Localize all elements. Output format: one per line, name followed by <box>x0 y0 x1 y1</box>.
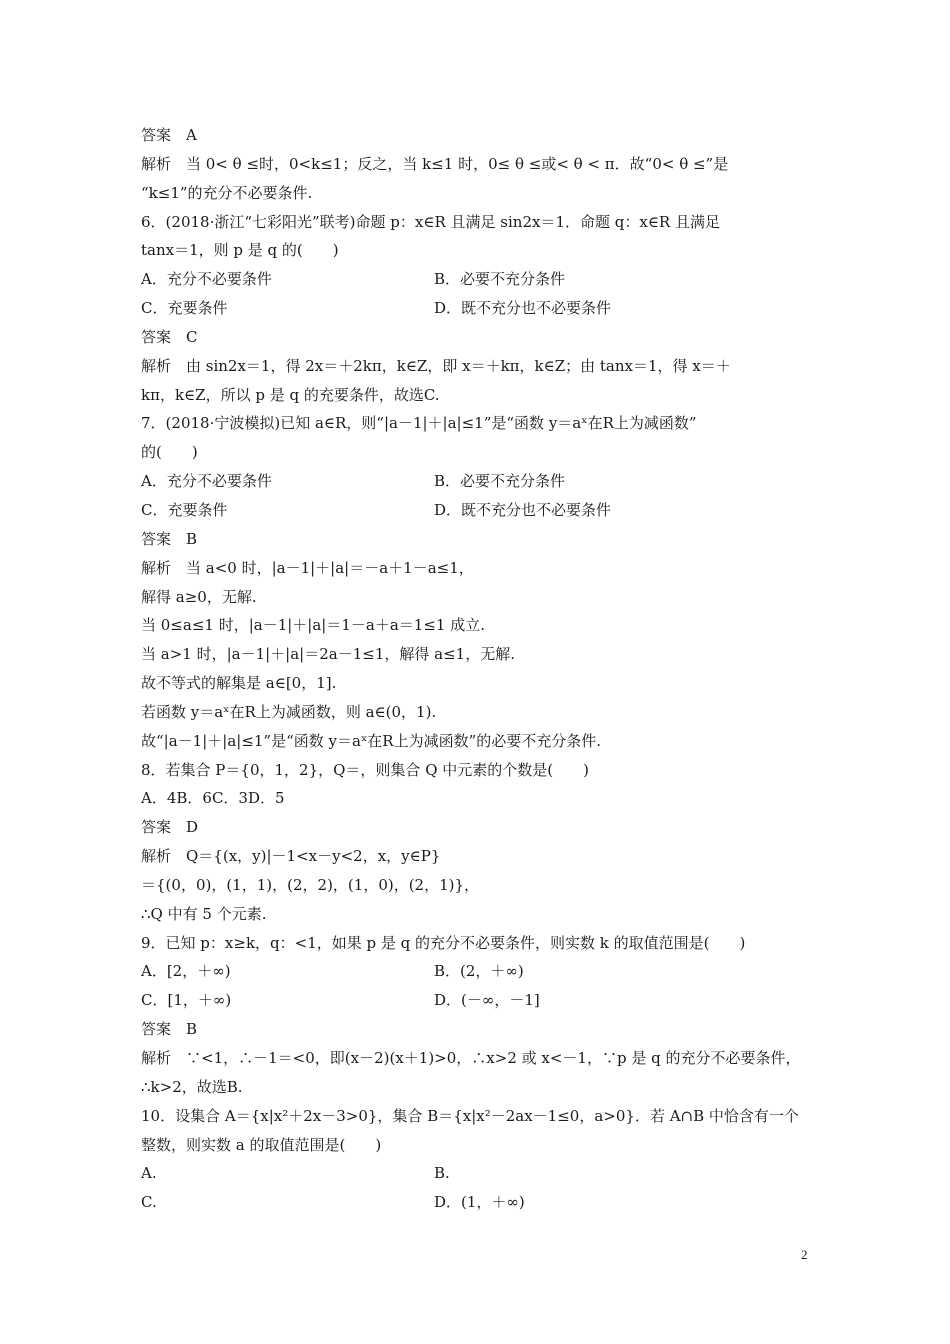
text-line: 7．(2018·宁波模拟)已知 a∈R，则“|a－1|＋|a|≤1”是“函数 y＝aˣ在R上为减函数” <box>141 414 697 433</box>
text-line: 答案 C <box>141 327 198 346</box>
text-line: 答案 B <box>141 1020 198 1039</box>
text-line: 6．(2018·浙江“七彩阳光”联考)命题 p：x∈R 且满足 sin2x＝1．命题 q：x∈R 且满足 <box>141 212 720 231</box>
option-right: D．既不充分也不必要条件 <box>434 500 612 519</box>
text-line: 解析 ∵<1，∴－1＝<0，即(x－2)(x＋1)>0，∴x>2 或 x<－1，∵p 是 q 的充分不必要条件， <box>141 1049 801 1067</box>
text-line: 解析 当 a<0 时，|a－1|＋|a|＝－a＋1－a≤1， <box>141 558 474 577</box>
option-left: A．充分不必要条件 <box>141 270 272 289</box>
option-right: B．必要不充分条件 <box>434 472 566 491</box>
options-row <box>141 1159 813 1188</box>
text-line: 解析 Q＝{(x，y)|－1<x－y<2，x，y∈P} <box>141 847 441 866</box>
text-line: 答案 A <box>141 126 197 144</box>
option-left: C．充要条件 <box>141 500 228 519</box>
text-line: A．4B．6C．3D．5 <box>141 789 285 808</box>
text-line: kπ，k∈Z，所以 p 是 q 的充要条件，故选C. <box>141 385 440 404</box>
text-line: ∴k>2，故选B. <box>141 1077 243 1096</box>
text-line: 8．若集合 P＝{0，1，2}，Q＝，则集合 Q 中元素的个数是( ) <box>141 760 589 779</box>
text-line: 10．设集合 A＝{x|x²＋2x－3>0}，集合 B＝{x|x²－2ax－1≤0，a>0}．若 A∩B 中恰含有一个 <box>141 1106 799 1125</box>
page-content <box>141 121 813 1217</box>
text-line: 的( ) <box>141 443 198 462</box>
options-row <box>141 467 813 496</box>
text-line: 若函数 y＝aˣ在R上为减函数，则 a∈(0，1). <box>141 702 437 721</box>
text-line: 当 a>1 时，|a－1|＋|a|＝2a－1≤1，解得 a≤1，无解. <box>141 645 515 664</box>
option-right: D．既不充分也不必要条件 <box>434 299 612 318</box>
page-number: 2 <box>801 1247 808 1262</box>
option-left: C．充要条件 <box>141 299 228 318</box>
text-line: ∴Q 中有 5 个元素. <box>141 904 267 923</box>
text-line: 解析 由 sin2x＝1，得 2x＝＋2kπ，k∈Z，即 x＝＋kπ，k∈Z；由 tanx＝1，得 x＝＋ <box>141 356 731 375</box>
text-line: 当 0≤a≤1 时，|a－1|＋|a|＝1－a＋a＝1≤1 成立. <box>141 616 485 635</box>
option-right: D．(1，＋∞) <box>434 1193 525 1212</box>
options-row <box>141 496 813 525</box>
text-line: 故“|a－1|＋|a|≤1”是“函数 y＝aˣ在R上为减函数”的必要不充分条件. <box>141 731 602 750</box>
option-right: D．(－∞，－1] <box>434 991 540 1010</box>
option-right: B．必要不充分条件 <box>434 270 566 289</box>
option-right: B．(2，＋∞) <box>434 962 524 981</box>
option-left: A．[2，＋∞) <box>141 962 231 981</box>
text-line: 解得 a≥0，无解. <box>141 587 257 606</box>
option-left: C. <box>141 1193 157 1212</box>
text-line: tanx＝1，则 p 是 q 的( ) <box>141 241 339 260</box>
option-left: A. <box>141 1164 157 1183</box>
options-row <box>141 265 813 294</box>
text-line: 故不等式的解集是 a∈[0，1]. <box>141 674 337 693</box>
text-line: ＝{(0，0)，(1，1)，(2，2)，(1，0)，(2，1)}， <box>141 875 480 894</box>
option-right: B. <box>434 1164 450 1183</box>
option-left: A．充分不必要条件 <box>141 472 272 491</box>
text-line: 9．已知 p：x≥k，q：<1，如果 p 是 q 的充分不必要条件，则实数 k 的取值范围是( ) <box>141 933 746 952</box>
option-left: C．[1，＋∞) <box>141 991 232 1010</box>
options-row <box>141 294 813 323</box>
text-line: “k≤1”的充分不必要条件. <box>141 183 313 202</box>
text-line: 答案 B <box>141 529 198 548</box>
text-line: 答案 D <box>141 818 199 837</box>
options-row <box>141 986 813 1015</box>
options-row <box>141 1188 813 1217</box>
text-line: 整数，则实数 a 的取值范围是( ) <box>141 1135 382 1154</box>
options-row <box>141 957 813 986</box>
text-line: 解析 当 0< θ ≤时，0<k≤1；反之，当 k≤1 时，0≤ θ ≤或< θ < π．故“0< θ ≤”是 <box>141 154 729 173</box>
